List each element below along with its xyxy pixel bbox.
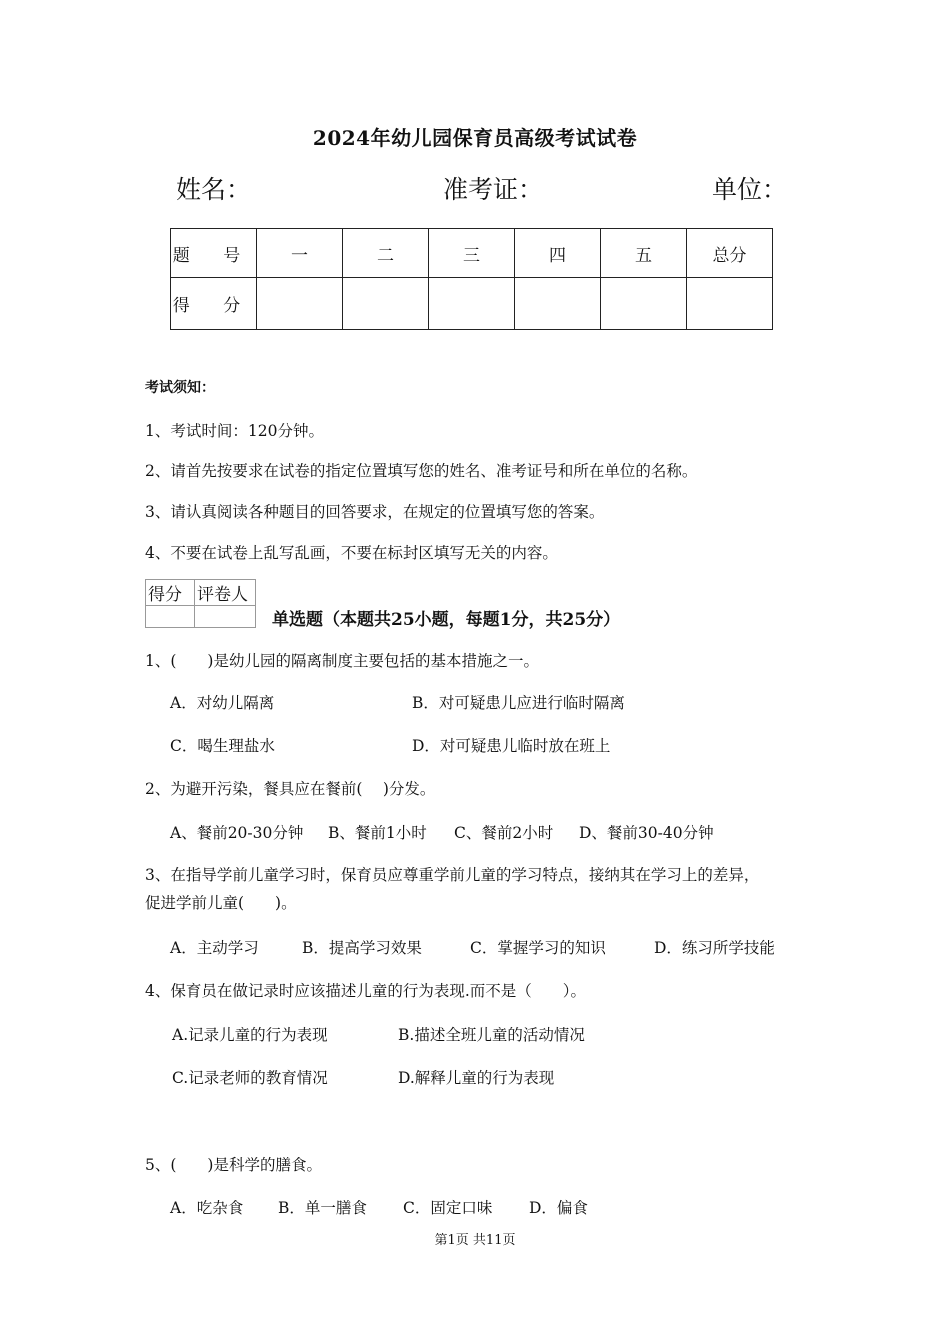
score-cell xyxy=(429,278,515,330)
score-cell xyxy=(257,278,343,330)
grader-table xyxy=(145,579,256,628)
question-1-option-b: B．对可疑患儿应进行临时隔离 xyxy=(412,694,625,712)
score-table xyxy=(170,228,773,330)
section-1-header: 一 xyxy=(257,229,343,278)
section-3-header: 三 xyxy=(429,229,515,278)
question-1-option-a: A．对幼儿隔离 xyxy=(170,694,275,712)
question-1-option-d: D．对可疑患儿临时放在班上 xyxy=(412,737,611,755)
question-4-text: 4、保育员在做记录时应该描述儿童的行为表现.而不是（ ）。 xyxy=(145,982,587,1000)
instruction-item: 2、请首先按要求在试卷的指定位置填写您的姓名、准考证号和所在单位的名称。 xyxy=(145,462,698,480)
question-2-option-b: B、餐前1小时 xyxy=(328,824,427,842)
question-4-option-a: A.记录儿童的行为表现 xyxy=(172,1026,328,1044)
question-3-text-line2: 促进学前儿童( )。 xyxy=(145,894,297,912)
question-3-text: 3、在指导学前儿童学习时，保育员应尊重学前儿童的学习特点，接纳其在学习上的差异， xyxy=(145,866,760,884)
question-number-header: 题 号 xyxy=(171,229,257,278)
exam-number-field-label: 准考证： xyxy=(443,175,544,204)
section-2-header: 二 xyxy=(343,229,429,278)
question-1-option-c: C．喝生理盐水 xyxy=(170,737,275,755)
page-title: 2024年幼儿园保育员高级考试试卷 xyxy=(312,126,638,150)
question-1-text: 1、( )是幼儿园的隔离制度主要包括的基本措施之一。 xyxy=(145,652,539,670)
question-3-option-b: B．提高学习效果 xyxy=(302,939,422,957)
question-4-option-b: B.描述全班儿童的活动情况 xyxy=(398,1026,585,1044)
instructions-heading: 考试须知： xyxy=(145,380,215,396)
page-footer: 第1页 共11页 xyxy=(434,1233,516,1248)
grader-score-label: 得分 xyxy=(146,580,195,606)
question-2-text: 2、为避开污染，餐具应在餐前( )分发。 xyxy=(145,780,436,798)
score-cell xyxy=(515,278,601,330)
grader-score-cell xyxy=(146,606,195,628)
section-4-header: 四 xyxy=(515,229,601,278)
instruction-item: 3、请认真阅读各种题目的回答要求，在规定的位置填写您的答案。 xyxy=(145,503,605,521)
question-5-option-a: A．吃杂食 xyxy=(170,1199,244,1217)
question-5-option-c: C．固定口味 xyxy=(403,1199,493,1217)
score-cell xyxy=(601,278,687,330)
question-5-option-b: B．单一膳食 xyxy=(278,1199,367,1217)
score-cell xyxy=(687,278,773,330)
grader-name-cell xyxy=(195,606,256,628)
grader-name-label: 评卷人 xyxy=(195,580,256,606)
question-2-option-a: A、餐前20-30分钟 xyxy=(170,824,304,842)
score-table-score-row xyxy=(171,278,773,330)
total-header: 总分 xyxy=(687,229,773,278)
score-cell xyxy=(343,278,429,330)
question-5-text: 5、( )是科学的膳食。 xyxy=(145,1156,322,1174)
question-3-option-a: A．主动学习 xyxy=(170,939,259,957)
section-title: 单选题（本题共25小题，每题1分，共25分） xyxy=(272,610,621,630)
section-5-header: 五 xyxy=(601,229,687,278)
name-field-label: 姓名： xyxy=(176,175,252,204)
score-row-label: 得 分 xyxy=(171,278,257,330)
question-3-option-d: D．练习所学技能 xyxy=(654,939,775,957)
score-table-header-row xyxy=(171,229,773,278)
question-4-option-c: C.记录老师的教育情况 xyxy=(172,1069,328,1087)
question-4-option-d: D.解释儿童的行为表现 xyxy=(398,1069,555,1087)
unit-field-label: 单位： xyxy=(712,175,788,204)
instruction-item: 4、不要在试卷上乱写乱画，不要在标封区填写无关的内容。 xyxy=(145,544,558,562)
instruction-item: 1、考试时间：120分钟。 xyxy=(145,422,324,440)
question-3-option-c: C．掌握学习的知识 xyxy=(470,939,606,957)
question-5-option-d: D．偏食 xyxy=(529,1199,588,1217)
question-2-option-d: D、餐前30-40分钟 xyxy=(579,824,714,842)
question-2-option-c: C、餐前2小时 xyxy=(454,824,554,842)
